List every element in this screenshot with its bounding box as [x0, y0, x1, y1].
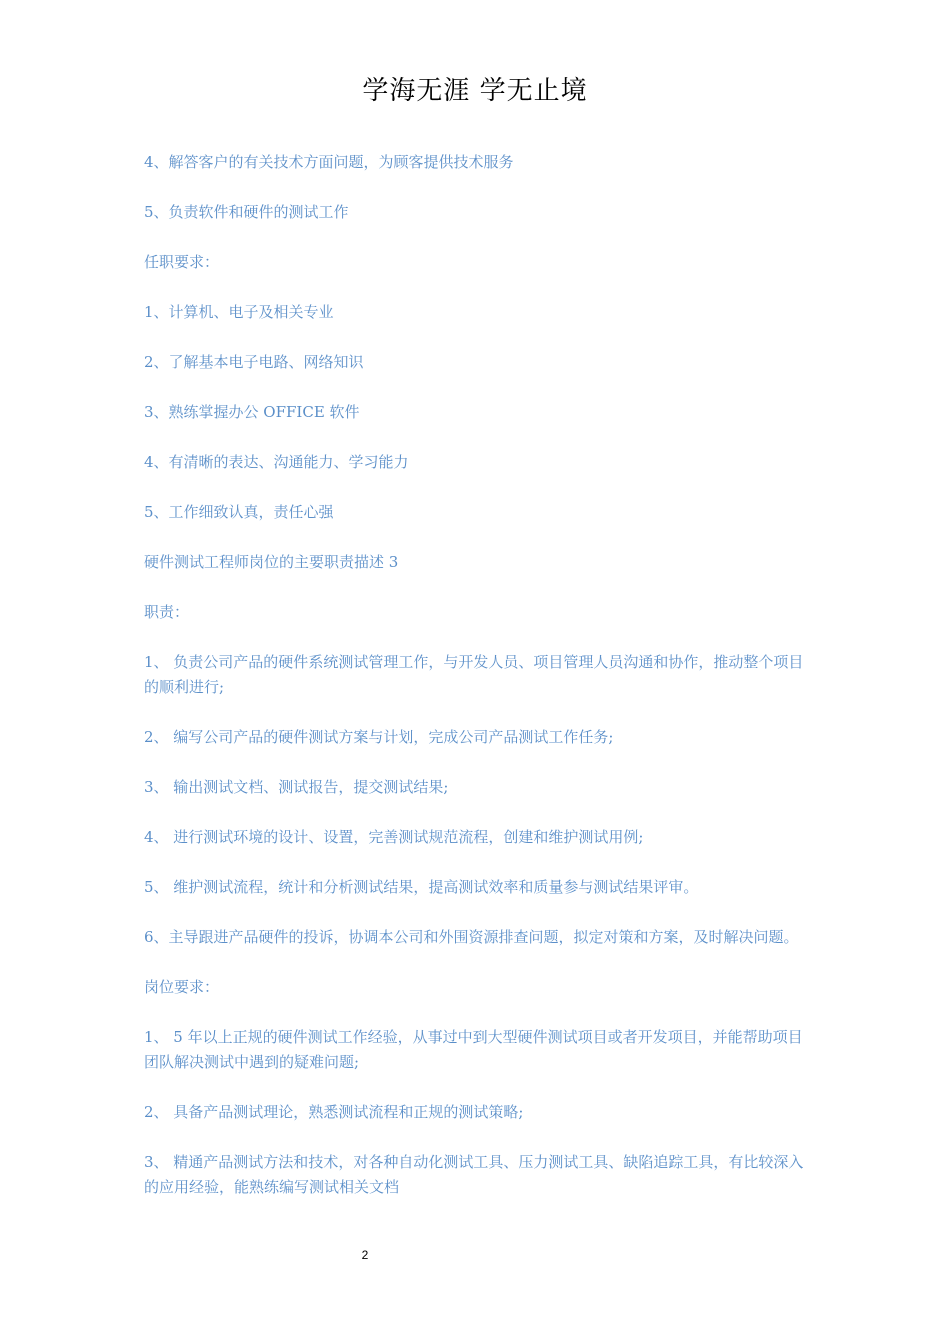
paragraph: 4、 进行测试环境的设计、设置，完善测试规范流程，创建和维护测试用例; [144, 828, 644, 846]
paragraph: 3、 精通产品测试方法和技术，对各种自动化测试工具、压力测试工具、缺陷追踪工具，有比较深入的应用经验，能熟练编写测试相关文档 [144, 1153, 804, 1196]
paragraph: 1、 5 年以上正规的硬件测试工作经验，从事过中到大型硬件测试项目或者开发项目，并能帮助项目团队解决测试中遇到的疑难问题; [144, 1028, 803, 1071]
paragraph: 2、 编写公司产品的硬件测试方案与计划，完成公司产品测试工作任务; [144, 728, 614, 746]
section-heading: 岗位要求： [144, 978, 220, 996]
paragraph: 1、计算机、电子及相关专业 [144, 303, 334, 321]
paragraph: 3、熟练掌握办公 OFFICE 软件 [144, 403, 360, 421]
page-header-title: 学海无涯 学无止境 [362, 76, 588, 106]
page-number: 2 [361, 1248, 369, 1262]
paragraph: 2、了解基本电子电路、网络知识 [144, 353, 364, 371]
section-heading: 硬件测试工程师岗位的主要职责描述 3 [144, 553, 399, 571]
paragraph: 5、 维护测试流程，统计和分析测试结果，提高测试效率和质量参与测试结果评审。 [144, 878, 699, 896]
paragraph: 4、有清晰的表达、沟通能力、学习能力 [144, 453, 409, 471]
section-heading: 职责： [144, 603, 190, 621]
paragraph: 2、 具备产品测试理论，熟悉测试流程和正规的测试策略; [144, 1103, 524, 1121]
paragraph: 4、解答客户的有关技术方面问题，为顾客提供技术服务 [144, 153, 514, 171]
paragraph: 5、负责软件和硬件的测试工作 [144, 203, 349, 221]
paragraph: 6、主导跟进产品硬件的投诉，协调本公司和外围资源排查问题，拟定对策和方案，及时解决问题。 [144, 928, 799, 946]
paragraph: 1、 负责公司产品的硬件系统测试管理工作，与开发人员、项目管理人员沟通和协作，推动整个项目的顺利进行; [144, 653, 804, 696]
paragraph: 5、工作细致认真，责任心强 [144, 503, 334, 521]
document-body [144, 150, 808, 1225]
paragraph: 3、 输出测试文档、测试报告，提交测试结果; [144, 778, 449, 796]
section-heading: 任职要求： [144, 253, 220, 271]
